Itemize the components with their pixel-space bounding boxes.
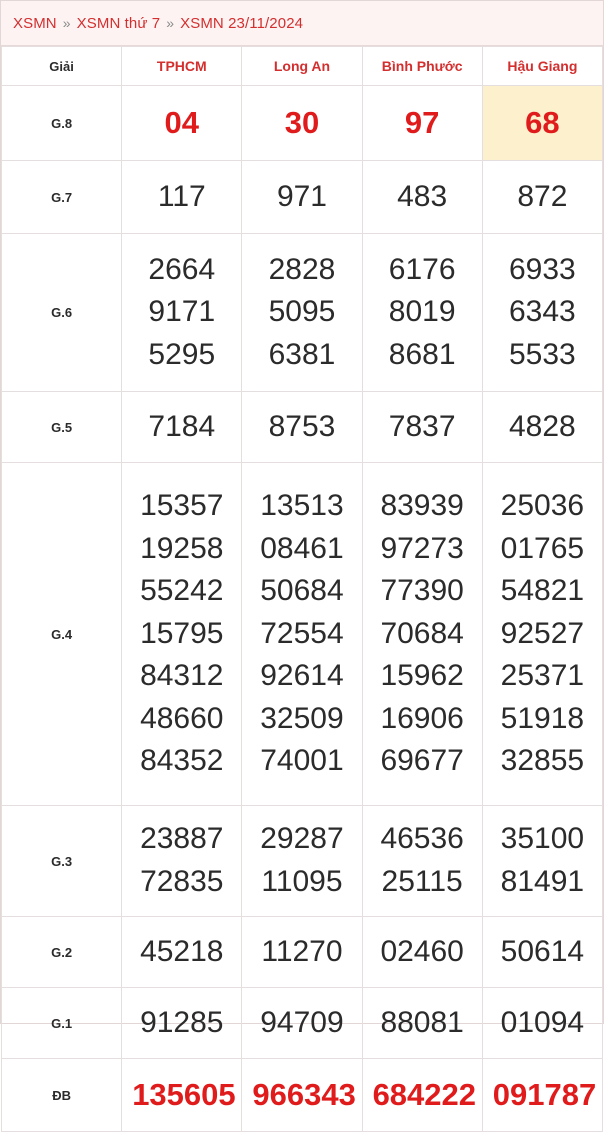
number: 45218 <box>140 934 224 968</box>
cell-db-tphcm <box>122 1059 242 1132</box>
row-label-g2: G.2 <box>2 917 122 988</box>
table-row <box>2 86 603 161</box>
number: 11270 <box>261 934 343 968</box>
number: 5295 <box>148 337 216 371</box>
cell-g6-long-an <box>242 234 362 392</box>
number: 15357 <box>140 488 224 522</box>
number: 6933 <box>509 252 576 286</box>
number: 97273 <box>380 531 464 565</box>
number: 6343 <box>509 295 576 329</box>
cell-g1-binh-phuoc <box>362 988 482 1059</box>
number: 2828 <box>268 252 336 286</box>
table-row <box>2 463 603 806</box>
number: 94709 <box>260 1005 344 1039</box>
number: 88081 <box>380 1005 464 1039</box>
cell-g4-hau-giang <box>482 463 602 806</box>
table-row <box>2 988 603 1059</box>
cell-g1-long-an <box>242 988 362 1059</box>
number: 51918 <box>500 701 585 735</box>
row-label-g4: G.4 <box>2 463 122 806</box>
table-row <box>2 806 603 917</box>
number: 83939 <box>380 488 464 522</box>
number: 25371 <box>500 659 585 693</box>
header-province-binh-phuoc[interactable]: Bình Phước <box>362 47 482 86</box>
breadcrumb-separator-1: » <box>166 15 175 31</box>
number: 92614 <box>260 659 344 693</box>
breadcrumb-separator-0: » <box>62 15 71 31</box>
number: 81491 <box>500 865 585 898</box>
cell-g3-long-an <box>242 806 362 917</box>
row-label-g1: G.1 <box>2 988 122 1059</box>
number: 16906 <box>380 701 464 735</box>
number: 84352 <box>140 744 224 778</box>
table-row <box>2 161 603 234</box>
number: 135605 <box>132 1076 236 1112</box>
cell-g2-hau-giang <box>482 917 602 988</box>
number: 02460 <box>380 934 464 968</box>
number: 6176 <box>388 252 456 286</box>
number: 74001 <box>260 744 344 778</box>
number: 872 <box>517 179 568 213</box>
cell-g3-hau-giang <box>482 806 602 917</box>
cell-g6-binh-phuoc <box>362 234 482 392</box>
cell-g8-binh-phuoc <box>362 86 482 161</box>
cell-db-binh-phuoc <box>362 1059 482 1132</box>
cell-g7-tphcm <box>122 161 242 234</box>
cell-g2-tphcm <box>122 917 242 988</box>
number: 117 <box>157 179 206 213</box>
number: 72835 <box>140 865 224 898</box>
cell-g8-long-an <box>242 86 362 161</box>
table-header-row <box>2 47 603 86</box>
lottery-results-table <box>1 46 603 1132</box>
table-row <box>2 1059 603 1132</box>
cell-g4-binh-phuoc <box>362 463 482 806</box>
number: 08461 <box>260 531 344 565</box>
number: 6381 <box>268 337 336 371</box>
number: 48660 <box>140 701 224 735</box>
table-header <box>2 47 603 86</box>
table-row <box>2 917 603 988</box>
number: 8753 <box>268 409 336 443</box>
number: 77390 <box>380 574 464 608</box>
number: 54821 <box>500 574 585 608</box>
number: 966343 <box>252 1076 356 1112</box>
number: 32855 <box>500 744 585 778</box>
cell-g3-binh-phuoc <box>362 806 482 917</box>
number: 91285 <box>140 1005 224 1039</box>
number: 5533 <box>509 337 576 371</box>
header-province-tphcm[interactable]: TPHCM <box>122 47 242 86</box>
breadcrumb-item-0[interactable]: XSMN <box>13 14 57 32</box>
header-province-hau-giang[interactable]: Hậu Giang <box>482 47 602 86</box>
number: 13513 <box>260 488 344 522</box>
number: 7837 <box>388 409 456 443</box>
row-label-db: ĐB <box>2 1059 122 1132</box>
number: 04 <box>164 104 200 140</box>
breadcrumb-item-1[interactable]: XSMN thứ 7 <box>76 14 161 32</box>
cell-db-long-an <box>242 1059 362 1132</box>
number: 25036 <box>500 488 585 522</box>
cell-g5-binh-phuoc <box>362 392 482 463</box>
cell-g1-tphcm <box>122 988 242 1059</box>
number: 92527 <box>500 616 585 650</box>
cell-g7-long-an <box>242 161 362 234</box>
number: 7184 <box>148 409 216 443</box>
cell-g3-tphcm <box>122 806 242 917</box>
cell-g5-hau-giang <box>482 392 602 463</box>
number: 684222 <box>372 1076 477 1112</box>
number: 971 <box>276 179 327 213</box>
cell-g6-tphcm <box>122 234 242 392</box>
cell-g2-long-an <box>242 917 362 988</box>
cell-g7-binh-phuoc <box>362 161 482 234</box>
number: 69677 <box>380 744 464 778</box>
number: 30 <box>284 104 320 140</box>
number: 483 <box>397 179 448 213</box>
number: 2664 <box>148 252 216 286</box>
number: 32509 <box>260 701 344 735</box>
number: 4828 <box>509 409 576 443</box>
number: 19258 <box>140 531 224 565</box>
number: 5095 <box>268 295 336 329</box>
cell-g6-hau-giang <box>482 234 602 392</box>
header-prize-label: Giải <box>2 47 122 86</box>
cell-g5-long-an <box>242 392 362 463</box>
number: 15795 <box>140 616 224 650</box>
number: 68 <box>525 104 560 140</box>
cell-g1-hau-giang <box>482 988 602 1059</box>
row-label-g6: G.6 <box>2 234 122 392</box>
breadcrumb <box>1 1 603 46</box>
number: 50684 <box>260 574 344 608</box>
number: 46536 <box>380 822 464 856</box>
table-row <box>2 392 603 463</box>
number: 84312 <box>140 659 224 693</box>
cell-g7-hau-giang <box>482 161 602 234</box>
number: 55242 <box>140 574 224 608</box>
table-row <box>2 234 603 392</box>
number: 9171 <box>148 295 216 329</box>
breadcrumb-item-2[interactable]: XSMN 23/11/2024 <box>180 14 304 32</box>
number: 11095 <box>261 865 343 898</box>
row-label-g7: G.7 <box>2 161 122 234</box>
number: 25115 <box>381 865 463 898</box>
row-label-g8: G.8 <box>2 86 122 161</box>
number: 091787 <box>492 1076 597 1112</box>
cell-g2-binh-phuoc <box>362 917 482 988</box>
cell-g8-hau-giang <box>482 86 602 161</box>
number: 23887 <box>140 822 224 856</box>
row-label-g5: G.5 <box>2 392 122 463</box>
cell-g5-tphcm <box>122 392 242 463</box>
number: 29287 <box>260 822 344 856</box>
number: 35100 <box>500 822 585 856</box>
number: 8019 <box>388 295 456 329</box>
number: 50614 <box>500 934 585 968</box>
number: 70684 <box>380 616 464 650</box>
table-body <box>2 86 603 1132</box>
number: 01765 <box>500 531 585 565</box>
number: 97 <box>404 104 440 140</box>
number: 72554 <box>260 616 344 650</box>
cell-g8-tphcm <box>122 86 242 161</box>
number: 01094 <box>500 1005 585 1039</box>
cell-g4-long-an <box>242 463 362 806</box>
number: 15962 <box>380 659 464 693</box>
number: 8681 <box>388 337 456 371</box>
row-label-g3: G.3 <box>2 806 122 917</box>
cell-g4-tphcm <box>122 463 242 806</box>
header-province-long-an[interactable]: Long An <box>242 47 362 86</box>
cell-db-hau-giang <box>482 1059 602 1132</box>
